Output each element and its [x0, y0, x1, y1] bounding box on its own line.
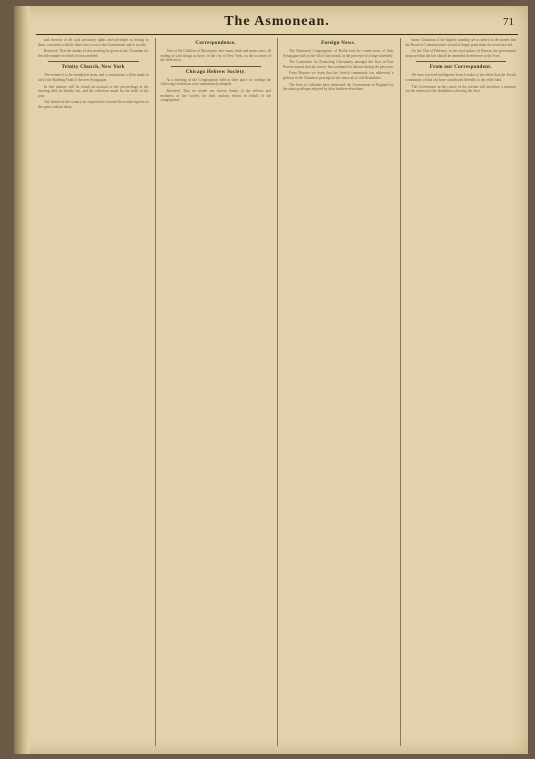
column-1: [38, 38, 149, 746]
newspaper-title: The Asmonean.: [224, 14, 330, 29]
paragraph: The Jews in Gibraltar have petitioned the Government in England for the same privileges enjoyed by their brethren elsewhere.: [283, 82, 394, 92]
section-heading: Trinity Church, New York: [61, 65, 125, 71]
paragraph: We have received intelligence from London to the effect that the Jewish community of that city have contributed liberally to the relief fund.: [405, 73, 516, 82]
binding-gutter: [14, 6, 30, 754]
column-3: [277, 38, 394, 746]
paragraph: and exercise of all such pecuniary rights and privileges as belong to them, consistent with the duties they owe to the Government and to society.: [38, 38, 149, 47]
newspaper-page: [14, 6, 528, 754]
paragraph: Vote of the Children of Missionary, how many trials and many cares, all ending in such things as these, in the city of New York, on the occasion of the dedication.: [160, 49, 271, 63]
paragraph: At a meeting of the Congregation held at their place of worship the following resolutions were unanimously adopted.: [160, 77, 271, 87]
article-columns: [38, 38, 516, 746]
paragraph: many Christians of the highest standing are as united in the prayer that the Board of Commissioners would at length grant them the necessary aid.: [405, 38, 516, 47]
column-2: [155, 38, 272, 746]
page-number: 71: [503, 16, 514, 28]
section-heading: Foreign News.: [321, 41, 356, 46]
paragraph: From Bavaria we learn that the Jewish community has addressed a petition to the Chambers praying for the removal of civil disabilities.: [283, 71, 394, 80]
paragraph: The sermon is to be attended at noon, and a contribution will be made in aid of the Building Fund of the new Synagogue.: [38, 73, 149, 82]
paragraph: Resolved, That we tender our sincere thanks to the officers and members of the society for their zealous efforts in behalf of the congregation.: [160, 88, 271, 103]
paragraph: Resolved, That the thanks of this meeting be given to the Chairman for the able manner in which he has presided.: [38, 49, 149, 58]
divider: [48, 61, 139, 62]
paragraph: On the 15th of February, in the royal palace of Prussia, the government proposed that the law should be amended in reference to the Jews.: [405, 49, 516, 58]
divider: [416, 61, 507, 62]
paragraph: The Committee for Promoting Christianity amongst the Jews in East Prussia reports that the society has continued its labours during the past year.: [283, 60, 394, 69]
paragraph: In this number will be found an account of the proceedings at the meeting held on Sunday last, and the collection made for the relief of the poor.: [38, 84, 149, 98]
paragraph: Our friends in the country are requested to forward their subscriptions to the agent without delay.: [38, 100, 149, 109]
column-4: [400, 38, 517, 746]
section-heading: Chicago Hebrew Society.: [185, 69, 246, 75]
page-header: [36, 14, 518, 35]
paragraph: The Reformed Congregation of Berlin had the corner-stone of their Synagogue laid on the 8th of last month, in the presence of a large assembly.: [283, 49, 394, 58]
section-heading: From our Correspondent.: [429, 65, 492, 71]
section-heading: Correspondence.: [195, 41, 237, 46]
divider: [171, 66, 262, 67]
paragraph: The Government in the course of the session will introduce a measure for the removal of the disabilities affecting the Jews.: [405, 84, 516, 94]
